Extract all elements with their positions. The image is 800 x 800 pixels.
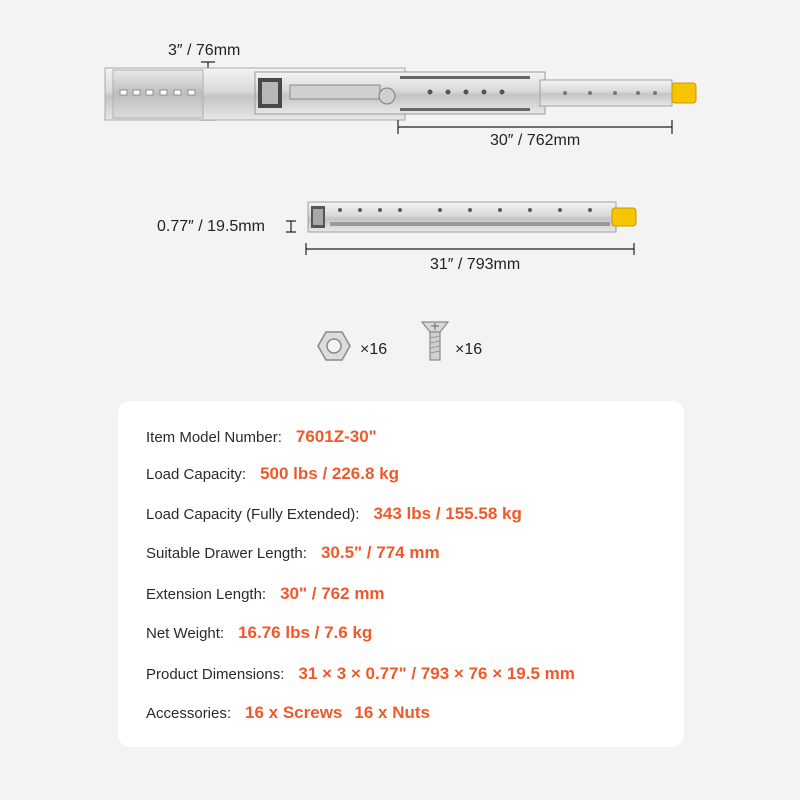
spec-row-drawer-length	[146, 543, 440, 563]
screw-count: ×16	[455, 341, 483, 358]
hex-nut-icon	[318, 332, 350, 360]
spec-value-secondary: 16 x Nuts	[354, 703, 430, 722]
spec-row-load	[146, 464, 399, 484]
spec-label: Extension Length:	[146, 586, 267, 603]
spec-label: Suitable Drawer Length:	[146, 545, 307, 562]
spec-value: 500 lbs / 226.8 kg	[260, 464, 399, 483]
screw-icon	[422, 322, 448, 360]
spec-value: 16 x Screws	[245, 703, 343, 722]
spec-label: Accessories:	[146, 705, 232, 722]
spec-value: 30" / 762 mm	[280, 584, 385, 603]
spec-label: Load Capacity (Fully Extended):	[146, 506, 360, 523]
spec-row-extension	[146, 584, 385, 604]
spec-row-dimensions	[146, 664, 575, 684]
nut-count: ×16	[360, 341, 388, 358]
spec-row-load-extended	[146, 504, 522, 524]
spec-label: Net Weight:	[146, 625, 225, 642]
extended-length-label: 30″ / 762mm	[490, 132, 581, 149]
spec-value: 31 × 3 × 0.77" / 793 × 76 × 19.5 mm	[298, 664, 575, 683]
spec-value: 343 lbs / 155.58 kg	[373, 504, 522, 523]
spec-label: Product Dimensions:	[146, 666, 285, 683]
spec-value: 16.76 lbs / 7.6 kg	[238, 623, 373, 642]
spec-row-weight	[146, 623, 372, 643]
width-dimension-label: 3″ / 76mm	[168, 42, 241, 59]
spec-card	[118, 401, 684, 747]
spec-label: Item Model Number:	[146, 429, 282, 446]
spec-value: 7601Z-30"	[295, 427, 377, 446]
spec-row-accessories	[146, 703, 430, 723]
spec-label: Load Capacity:	[146, 466, 247, 483]
thickness-label: 0.77″ / 19.5mm	[157, 218, 265, 235]
spec-value: 30.5" / 774 mm	[320, 543, 440, 562]
spec-row-model	[146, 427, 377, 447]
closed-length-label: 31″ / 793mm	[430, 256, 521, 273]
